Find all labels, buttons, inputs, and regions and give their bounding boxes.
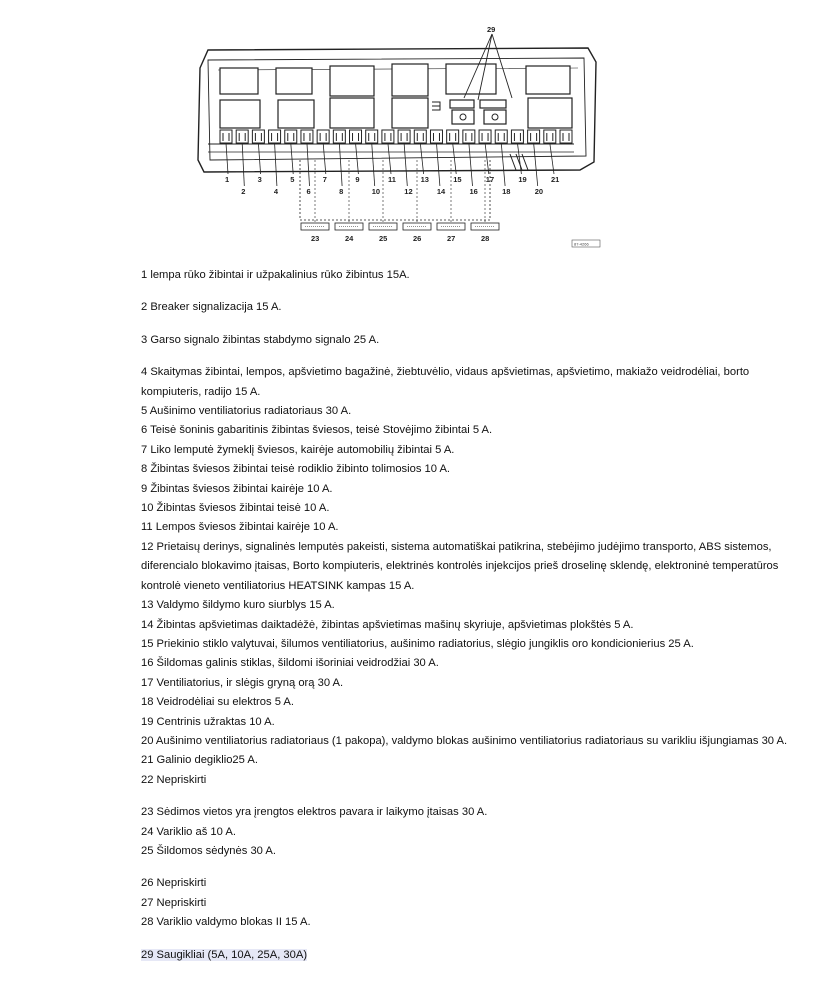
relay-number-label: 28 xyxy=(481,234,490,243)
fuse-strip xyxy=(220,130,572,143)
fuse-slot xyxy=(285,130,297,143)
fuse-slot xyxy=(220,130,232,143)
fuse-slot xyxy=(430,130,442,143)
fuse-number-label: 18 xyxy=(502,187,511,196)
fuse-entry: 26 Nepriskirti xyxy=(141,877,207,890)
fuse-slot xyxy=(252,130,264,143)
fuse-entry: 6 Teisė šoninis gabaritinis žibintas šviesos, teisė Stovėjimo žibintai 5 A. xyxy=(141,424,493,437)
fuse-entry: 8 Žibintas šviesos žibintai teisė rodiklio žibinto tolimosios 10 A. xyxy=(141,463,451,476)
fuse-number-label: 12 xyxy=(404,187,413,196)
fuse-entry: 22 Nepriskirti xyxy=(141,773,207,786)
fuse-number-label: 2 xyxy=(241,187,246,196)
fuse-entry: 28 Variklio valdymo blokas II 15 A. xyxy=(141,916,311,929)
fuse-entry: 19 Centrinis užraktas 10 A. xyxy=(141,715,275,728)
fuse-slot xyxy=(560,130,572,143)
fuse-number-label: 10 xyxy=(371,187,381,196)
fuse-slot xyxy=(544,130,556,143)
relay-number-label: 26 xyxy=(413,234,422,243)
fuse-entry: 2 Breaker signalizacija 15 A. xyxy=(141,301,282,314)
fuse-number-label: 1 xyxy=(225,175,230,184)
fuse-slot xyxy=(495,130,507,143)
reference-stamp-text: 87-4266 xyxy=(574,241,589,247)
fuse-slot xyxy=(269,130,281,143)
fuse-entry: 24 Variklio aš 10 A. xyxy=(141,825,236,838)
fuse-entry: 20 Aušinimo ventiliatorius radiatoriaus (1 pakopa), valdymo blokas aušinimo ventiliatorius radiatoriaus su varikliu išjungiamas 30 A. xyxy=(141,734,788,747)
relay-slots xyxy=(220,64,572,128)
fuse-number-label: 11 xyxy=(388,175,396,184)
fuse-entry: 14 Žibintas apšvietimas daiktadėžė, žibintas apšvietimas mašinų skyriuje, apšvietimas plokštės 5 A. xyxy=(141,618,634,631)
fuse-slot xyxy=(333,130,345,143)
fuse-box-diagram xyxy=(178,20,618,252)
fuse-slot xyxy=(414,130,426,143)
fuse-number-label: 7 xyxy=(322,175,327,184)
fuse-entry: 1 lempa rūko žibintai ir užpakalinius rūko žibintus 15A. xyxy=(141,269,410,281)
fuse-entry: 7 Liko lemputė žymeklį šviesos, kairėje automobilių žibintai 5 A. xyxy=(141,443,455,456)
fuse-entry: 29 Saugikliai (5A, 10A, 25A, 30A) xyxy=(141,948,308,961)
fuse-entry: 15 Priekinio stiklo valytuvai, šilumos ventiliatorius, aušinimo radiatorius, slėgio jungiklis oro kondicionierius 25 A. xyxy=(141,637,694,650)
fuse-slot xyxy=(398,130,410,143)
fuse-slot xyxy=(382,130,394,143)
fuse-entry: 18 Veidrodėliai su elektros 5 A. xyxy=(141,696,294,709)
fuse-entry: 4 Skaitymas žibintai, lempos, apšvietimo bagažinė, žiebtuvėlio, vidaus apšvietimas, apšvietimo, makiažo veidrodėliai, borto kompiuteris, radijo 15 A. xyxy=(141,366,750,398)
fuse-number-label: 21 xyxy=(551,175,560,184)
fuse-entry: 16 Šildomas galinis stiklas, šildomi išoriniai veidrodžiai 30 A. xyxy=(141,657,439,670)
fuse-number-label: 15 xyxy=(453,175,462,184)
callout-29-label: 29 xyxy=(487,25,496,34)
fuse-number-label: 9 xyxy=(355,175,360,184)
fuse-number-label: 6 xyxy=(306,187,311,196)
relay-number-label: 23 xyxy=(311,234,320,243)
fuse-entry: 17 Ventiliatorius, ir slėgis gryną orą 30 A. xyxy=(141,676,344,689)
relay-number-label: 24 xyxy=(345,234,354,243)
fuse-entry: 11 Lempos šviesos žibintai kairėje 10 A. xyxy=(141,521,339,534)
fuse-number-label: 3 xyxy=(257,175,262,184)
fuse-number-label: 20 xyxy=(534,187,544,196)
fuse-slot xyxy=(447,130,459,143)
fuse-box-drawing xyxy=(178,20,618,252)
fuse-slot xyxy=(463,130,475,143)
fuse-entry: 25 Šildomos sėdynės 30 A. xyxy=(141,844,276,857)
fuse-slot xyxy=(511,130,523,143)
fuse-slot xyxy=(366,130,378,143)
fuse-number-label: 16 xyxy=(469,187,478,196)
fuse-number-label: 19 xyxy=(518,175,527,184)
fuse-entry: 13 Valdymo šildymo kuro siurblys 15 A. xyxy=(141,599,335,612)
fuse-number-label: 8 xyxy=(339,187,344,196)
fuse-slot xyxy=(317,130,329,143)
fuse-entry: 27 Nepriskirti xyxy=(141,896,207,909)
fuse-slot xyxy=(350,130,362,143)
fuse-entry: 10 Žibintas šviesos žibintai teisė 10 A. xyxy=(141,502,330,515)
fuse-entry: 5 Aušinimo ventiliatorius radiatoriaus 30 A. xyxy=(141,405,352,418)
fuse-slot xyxy=(528,130,540,143)
fuse-number-label: 5 xyxy=(290,175,295,184)
fuse-entry: 12 Prietaisų derinys, signalinės lemputės pakeisti, sistema automatiškai patikrina, stebėjimo judėjimo transporto, ABS sistemos, diferencialo blokavimo įtaisas, Borto kompiuteris, elektrinės kontrolės injekcijos prieš droselinę sklendę, elektroninė temperatūros kontrolė vieneto ventiliatorius HEATSINK kampas 15 A. xyxy=(141,540,779,592)
fuse-number-label: 17 xyxy=(485,175,495,184)
fuse-number-label: 13 xyxy=(420,175,429,184)
relay-module-bracket xyxy=(300,160,490,220)
fuse-number-label: 4 xyxy=(273,187,279,196)
fuse-entry: 21 Galinio degiklio25 A. xyxy=(141,754,258,767)
relay-number-label: 27 xyxy=(447,234,456,243)
fuse-slot xyxy=(301,130,313,143)
fuse-slot xyxy=(479,130,491,143)
fuse-assignment-list xyxy=(141,266,791,965)
relay-number-label: 25 xyxy=(379,234,388,243)
fuse-slot xyxy=(236,130,248,143)
fuse-number-label: 14 xyxy=(436,187,446,196)
fuse-entry: 9 Žibintas šviesos žibintai kairėje 10 A. xyxy=(141,482,333,495)
fuse-entry: 23 Sėdimos vietos yra įrengtos elektros pavara ir laikymo įtaisas 30 A. xyxy=(141,806,488,819)
fuse-entry: 3 Garso signalo žibintas stabdymo signalo 25 A. xyxy=(141,333,380,346)
